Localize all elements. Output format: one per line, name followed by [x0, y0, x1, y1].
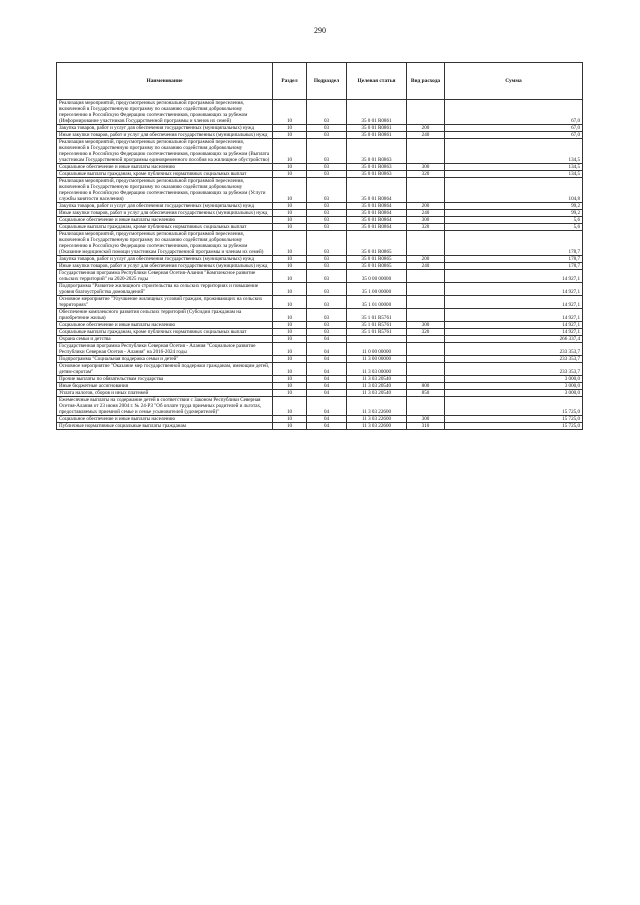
cell-razdel: 10 [273, 296, 307, 309]
table-header-row [57, 63, 583, 100]
cell-podrazdel: 04 [307, 397, 347, 416]
cell-name: Реализация мероприятий, предусмотренных региональной программой переселения, включенной в Государственную программу по оказанию содействия добровольному переселению в Российскую Федерацию соотечественников, проживающих за рубежом (Выплата участникам Государственной программы единовременного пособия на жилищное обустройство) [57, 139, 273, 164]
cell-name: Социальные выплаты гражданам, кроме публичных нормативных социальных выплат [57, 224, 273, 231]
cell-razdel: 10 [273, 100, 307, 125]
cell-sum: 14 927,1 [445, 296, 583, 309]
cell-podrazdel: 04 [307, 383, 347, 390]
cell-target: 35 0 01 R0865 [347, 263, 407, 270]
cell-sum: 14 927,1 [445, 309, 583, 322]
cell-sum: 5,6 [445, 224, 583, 231]
cell-sum: 134,5 [445, 171, 583, 178]
table-row [57, 178, 583, 203]
budget-table [56, 62, 583, 430]
cell-razdel: 10 [273, 309, 307, 322]
cell-name: Социальное обеспечение и иные выплаты населению [57, 416, 273, 423]
cell-vid [407, 231, 445, 256]
cell-razdel: 10 [273, 132, 307, 139]
cell-sum: 67,0 [445, 125, 583, 132]
cell-podrazdel: 03 [307, 164, 347, 171]
cell-vid: 200 [407, 125, 445, 132]
cell-podrazdel: 03 [307, 263, 347, 270]
cell-name: Публичные нормативные социальные выплаты гражданам [57, 423, 273, 430]
cell-target: 35 0 01 R0864 [347, 224, 407, 231]
cell-razdel: 10 [273, 343, 307, 356]
cell-sum: 3 000,0 [445, 390, 583, 397]
cell-razdel: 10 [273, 356, 307, 363]
cell-podrazdel: 03 [307, 178, 347, 203]
cell-podrazdel: 03 [307, 210, 347, 217]
cell-podrazdel: 04 [307, 416, 347, 423]
header-sum: Сумма [445, 63, 583, 100]
table-row [57, 356, 583, 363]
cell-sum: 3 000,0 [445, 383, 583, 390]
cell-target: 11 0 00 00000 [347, 343, 407, 356]
cell-name: Иные закупки товаров, работ и услуг для обеспечения государственных (муниципальных) нужд [57, 263, 273, 270]
cell-sum: 99,2 [445, 210, 583, 217]
cell-target: 35 0 01 R0861 [347, 132, 407, 139]
table-row [57, 383, 583, 390]
table-row [57, 125, 583, 132]
cell-name: Закупка товаров, работ и услуг для обеспечения государственных (муниципальных) нужд [57, 125, 273, 132]
cell-target: 11 3 03 22600 [347, 416, 407, 423]
table-row [57, 263, 583, 270]
cell-razdel: 10 [273, 397, 307, 416]
cell-target: 35 0 01 R0863 [347, 139, 407, 164]
cell-vid: 800 [407, 383, 445, 390]
cell-razdel: 10 [273, 210, 307, 217]
table-row [57, 283, 583, 296]
cell-sum: 178,7 [445, 263, 583, 270]
cell-sum: 99,2 [445, 203, 583, 210]
header-razdel: Раздел [273, 63, 307, 100]
cell-vid [407, 376, 445, 383]
cell-name: Социальное обеспечение и иные выплаты населению [57, 217, 273, 224]
cell-name: Социальные выплаты гражданам, кроме публичных нормативных социальных выплат [57, 329, 273, 336]
cell-razdel: 10 [273, 270, 307, 283]
cell-target: 35 0 01 R0864 [347, 210, 407, 217]
cell-podrazdel: 03 [307, 283, 347, 296]
cell-razdel: 10 [273, 376, 307, 383]
cell-sum: 67,0 [445, 100, 583, 125]
cell-sum: 15 725,0 [445, 397, 583, 416]
cell-target: 11 3 03 22600 [347, 397, 407, 416]
cell-name: Реализация мероприятий, предусмотренных региональной программой переселения, включенной в Государственную программу по оказанию содействия добровольному переселению в Российскую Федерацию соотечественников, проживающих за рубежом (Услуги службы занятости населения) [57, 178, 273, 203]
cell-sum: 14 927,1 [445, 329, 583, 336]
cell-name: Основное мероприятие "Оказание мер государственной поддержки гражданам, имеющим детей, детям-сиротам" [57, 363, 273, 376]
cell-razdel: 10 [273, 217, 307, 224]
cell-podrazdel: 04 [307, 363, 347, 376]
table-row [57, 309, 583, 322]
cell-vid [407, 363, 445, 376]
cell-name: Закупка товаров, работ и услуг для обеспечения государственных (муниципальных) нужд [57, 256, 273, 263]
cell-target [347, 336, 407, 343]
cell-name: Социальное обеспечение и иные выплаты населению [57, 322, 273, 329]
cell-razdel: 10 [273, 224, 307, 231]
cell-vid: 300 [407, 322, 445, 329]
cell-vid: 300 [407, 416, 445, 423]
cell-podrazdel: 04 [307, 356, 347, 363]
cell-name: Уплата налогов, сборов и иных платежей [57, 390, 273, 397]
table-row [57, 363, 583, 376]
cell-name: Ежемесячные выплаты на содержание детей в соответствии с Законом Республики Северная Осетия-Алания от 23 июня 2004 г. № 24-РЗ "Об оплате труда приемных родителей и льготах, предоставляемых приемной семье и семье усыновителей (удочерителей)" [57, 397, 273, 416]
header-podrazdel: Подраздел [307, 63, 347, 100]
table-row [57, 336, 583, 343]
cell-target: 35 0 01 R0864 [347, 203, 407, 210]
cell-razdel: 10 [273, 125, 307, 132]
cell-vid [407, 283, 445, 296]
table-row [57, 343, 583, 356]
cell-razdel: 10 [273, 283, 307, 296]
cell-razdel: 10 [273, 139, 307, 164]
cell-target: 35 1 01 R5761 [347, 329, 407, 336]
cell-razdel: 10 [273, 390, 307, 397]
cell-sum: 233 353,7 [445, 363, 583, 376]
cell-vid: 240 [407, 132, 445, 139]
header-vid: Вид расхода [407, 63, 445, 100]
cell-razdel: 10 [273, 171, 307, 178]
cell-podrazdel: 03 [307, 203, 347, 210]
cell-razdel: 10 [273, 383, 307, 390]
table-row [57, 296, 583, 309]
cell-podrazdel: 03 [307, 224, 347, 231]
cell-name: Прочие выплаты по обязательствам государства [57, 376, 273, 383]
table-row [57, 256, 583, 263]
cell-target: 11 3 03 20540 [347, 390, 407, 397]
cell-podrazdel: 04 [307, 423, 347, 430]
cell-podrazdel: 03 [307, 132, 347, 139]
table-row [57, 224, 583, 231]
cell-vid: 320 [407, 171, 445, 178]
cell-sum: 104,8 [445, 178, 583, 203]
cell-target: 11 3 03 00000 [347, 363, 407, 376]
cell-podrazdel: 03 [307, 256, 347, 263]
cell-podrazdel: 04 [307, 336, 347, 343]
cell-target: 35 0 00 00000 [347, 270, 407, 283]
cell-sum: 3 000,0 [445, 376, 583, 383]
cell-podrazdel: 04 [307, 376, 347, 383]
table-row [57, 171, 583, 178]
cell-vid [407, 397, 445, 416]
cell-vid [407, 178, 445, 203]
cell-sum: 233 353,7 [445, 356, 583, 363]
cell-razdel: 10 [273, 423, 307, 430]
cell-sum: 14 927,1 [445, 283, 583, 296]
cell-vid [407, 356, 445, 363]
cell-sum: 233 353,7 [445, 343, 583, 356]
cell-podrazdel: 03 [307, 270, 347, 283]
cell-vid: 200 [407, 203, 445, 210]
header-name: Наименование [57, 63, 273, 100]
cell-sum: 5,6 [445, 217, 583, 224]
table-row [57, 397, 583, 416]
table-row [57, 270, 583, 283]
cell-podrazdel: 04 [307, 343, 347, 356]
cell-name: Закупка товаров, работ и услуг для обеспечения государственных (муниципальных) нужд [57, 203, 273, 210]
cell-vid: 240 [407, 263, 445, 270]
cell-podrazdel: 03 [307, 322, 347, 329]
table-row [57, 217, 583, 224]
cell-name: Реализация мероприятий, предусмотренных региональной программой переселения, включенной в Государственную программу по оказанию содействия добровольному переселению в Российскую Федерацию соотечественников, проживающих за рубежом (Оказание медицинской помощи участникам Государственной программы и членам их семей) [57, 231, 273, 256]
cell-podrazdel: 03 [307, 296, 347, 309]
cell-name: Государственная программа Республики Северная Осетия-Алания "Комплексное развитие сельских территорий" на 2020-2025 годы [57, 270, 273, 283]
cell-vid [407, 139, 445, 164]
cell-vid: 300 [407, 217, 445, 224]
table-row [57, 329, 583, 336]
cell-target: 35 0 01 R0865 [347, 231, 407, 256]
cell-target: 35 0 01 R0861 [347, 100, 407, 125]
cell-podrazdel: 04 [307, 390, 347, 397]
cell-podrazdel: 03 [307, 217, 347, 224]
cell-name: Иные закупки товаров, работ и услуг для обеспечения государственных (муниципальных) нужд [57, 210, 273, 217]
page-number: 290 [314, 26, 326, 35]
cell-target: 35 1 01 R5761 [347, 309, 407, 322]
cell-target: 35 0 01 R0865 [347, 256, 407, 263]
table-row [57, 231, 583, 256]
cell-target: 35 0 01 R0864 [347, 217, 407, 224]
table-row [57, 139, 583, 164]
cell-vid [407, 336, 445, 343]
cell-podrazdel: 03 [307, 100, 347, 125]
cell-vid: 320 [407, 224, 445, 231]
cell-vid [407, 270, 445, 283]
cell-sum: 134,5 [445, 164, 583, 171]
cell-sum: 14 927,1 [445, 322, 583, 329]
cell-sum: 67,0 [445, 132, 583, 139]
cell-vid: 310 [407, 423, 445, 430]
cell-razdel: 10 [273, 178, 307, 203]
table-row [57, 376, 583, 383]
cell-name: Подпрограмма "Развитие жилищного строительства на сельских территориях и повышение уровня благоустройства домовладений" [57, 283, 273, 296]
cell-razdel: 10 [273, 416, 307, 423]
cell-razdel: 10 [273, 256, 307, 263]
cell-name: Подпрограмма "Социальная поддержка семьи и детей" [57, 356, 273, 363]
cell-vid [407, 296, 445, 309]
cell-sum: 178,7 [445, 256, 583, 263]
cell-razdel: 10 [273, 231, 307, 256]
cell-sum: 178,7 [445, 231, 583, 256]
cell-target: 35 0 01 R0864 [347, 178, 407, 203]
cell-podrazdel: 03 [307, 139, 347, 164]
cell-target: 35 0 01 R0861 [347, 125, 407, 132]
cell-razdel: 10 [273, 363, 307, 376]
cell-podrazdel: 03 [307, 171, 347, 178]
cell-name: Иные бюджетные ассигнования [57, 383, 273, 390]
cell-sum: 15 725,0 [445, 423, 583, 430]
cell-name: Реализация мероприятий, предусмотренных региональной программой переселения, включенной в Государственную программу по оказанию содействия добровольному переселению в Российскую Федерацию соотечественников, проживающих за рубежом (Информирование участников Государственной программы и членов их семей) [57, 100, 273, 125]
table-body [57, 100, 583, 430]
table-row [57, 210, 583, 217]
cell-name: Охрана семьи и детства [57, 336, 273, 343]
cell-name: Основное мероприятие "Улучшение жилищных условий граждан, проживающих на сельских территориях" [57, 296, 273, 309]
cell-name: Обеспечение комплексного развития сельских территорий (Субсидии гражданам на приобретение жилья) [57, 309, 273, 322]
table-row [57, 322, 583, 329]
cell-target: 11 3 00 00000 [347, 356, 407, 363]
cell-name: Государственная программа Республики Северная Осетия - Алания "Социальное развитие Республики Северная Осетия - Алания" на 2016-2024 годы [57, 343, 273, 356]
cell-target: 35 1 00 00000 [347, 283, 407, 296]
cell-razdel: 10 [273, 329, 307, 336]
table-row [57, 132, 583, 139]
cell-name: Иные закупки товаров, работ и услуг для обеспечения государственных (муниципальных) нужд [57, 132, 273, 139]
cell-sum: 15 725,0 [445, 416, 583, 423]
cell-razdel: 10 [273, 263, 307, 270]
cell-vid: 850 [407, 390, 445, 397]
table-row [57, 100, 583, 125]
table-row [57, 423, 583, 430]
cell-razdel: 10 [273, 164, 307, 171]
cell-razdel: 10 [273, 322, 307, 329]
cell-vid: 320 [407, 329, 445, 336]
cell-sum: 134,5 [445, 139, 583, 164]
cell-target: 11 3 03 22600 [347, 423, 407, 430]
cell-podrazdel: 03 [307, 125, 347, 132]
cell-podrazdel: 03 [307, 309, 347, 322]
cell-vid [407, 343, 445, 356]
cell-vid: 200 [407, 256, 445, 263]
cell-target: 35 0 01 R0863 [347, 171, 407, 178]
cell-target: 35 0 01 R0863 [347, 164, 407, 171]
cell-sum: 266 337,4 [445, 336, 583, 343]
cell-podrazdel: 03 [307, 329, 347, 336]
cell-target: 35 1 01 R5761 [347, 322, 407, 329]
cell-target: 35 1 01 00000 [347, 296, 407, 309]
cell-name: Социальное обеспечение и иные выплаты населению [57, 164, 273, 171]
cell-razdel: 10 [273, 336, 307, 343]
header-target: Целевая статья [347, 63, 407, 100]
cell-vid: 300 [407, 164, 445, 171]
cell-sum: 14 927,1 [445, 270, 583, 283]
table-row [57, 203, 583, 210]
cell-target: 11 3 03 20540 [347, 383, 407, 390]
cell-vid [407, 100, 445, 125]
cell-vid: 240 [407, 210, 445, 217]
cell-name: Социальные выплаты гражданам, кроме публичных нормативных социальных выплат [57, 171, 273, 178]
cell-vid [407, 309, 445, 322]
cell-target: 11 3 03 20540 [347, 376, 407, 383]
table-row [57, 164, 583, 171]
cell-razdel: 10 [273, 203, 307, 210]
table-row [57, 390, 583, 397]
table-row [57, 416, 583, 423]
cell-podrazdel: 03 [307, 231, 347, 256]
